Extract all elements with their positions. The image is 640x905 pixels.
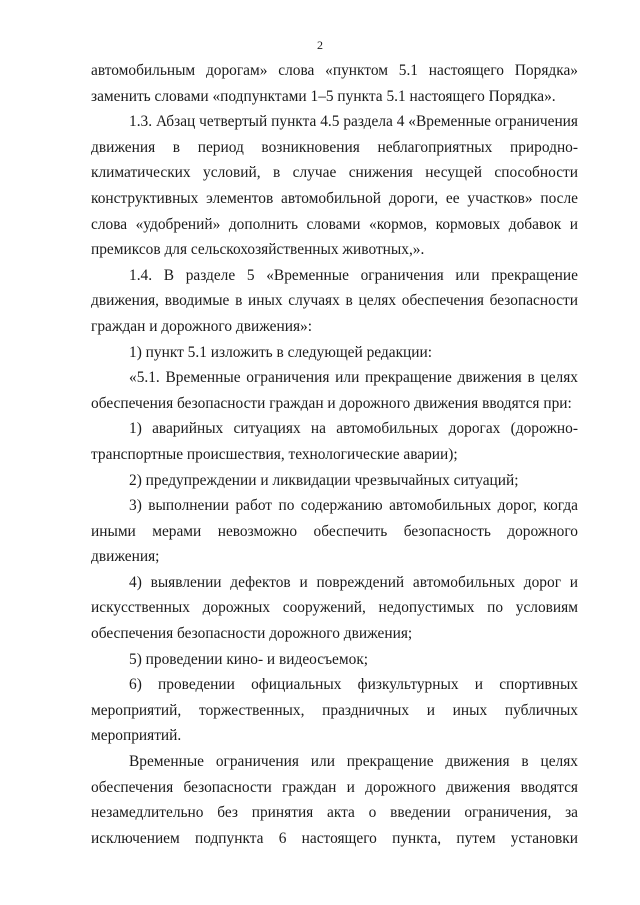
paragraph: 5) проведении кино- и видеосъемок; (129, 650, 369, 668)
page-number: 2 (317, 38, 323, 52)
paragraph: 4) выявлении дефектов и повреждений автомобильных дорог и искусственных дорожных сооружений, недопустимых по условиям обеспечения безопасности дорожного движения; (91, 573, 578, 643)
paragraph: 1) аварийных ситуациях на автомобильных дорогах (дорожно-транспортные происшествия, технологические аварии); (91, 420, 578, 463)
paragraph: Временные ограничения или прекращение движения в целях обеспечения безопасности граждан и дорожного движения вводятся незамедлительно без принятия акта о введении ограничения, за исключением подпункта 6 настоящего пункта, путем установки (91, 753, 578, 847)
paragraph: 6) проведении официальных физкультурных и спортивных мероприятий, торжественных, праздничных и иных публичных мероприятий. (91, 676, 578, 745)
paragraph: автомобильным дорогам» слова «пунктом 5.1 настоящего Порядка» заменить словами «подпунктами 1–5 пункта 5.1 настоящего Порядка». (91, 62, 578, 105)
document-body (91, 58, 578, 851)
paragraph: 3) выполнении работ по содержанию автомобильных дорог, когда иными мерами невозможно обеспечить безопасность дорожного движения; (91, 497, 578, 566)
paragraph: «5.1. Временные ограничения или прекращение движения в целях обеспечения безопасности граждан и дорожного движения вводятся при: (91, 369, 578, 412)
paragraph: 1) пункт 5.1 изложить в следующей редакции: (129, 343, 433, 361)
paragraph: 1.3. Абзац четвертый пункта 4.5 раздела 4 «Временные ограничения движения в период возникновения неблагоприятных природно-климатических условий, в случае снижения несущей способности конструктивных элементов автомобильной дороги, ее участков» после слова «удобрений» дополнить словами «кормов, кормовых добавок и премиксов для сельскохозяйственных животных,». (91, 113, 578, 259)
paragraph: 2) предупреждении и ликвидации чрезвычайных ситуаций; (129, 471, 519, 489)
paragraph: 1.4. В разделе 5 «Временные ограничения или прекращение движения, вводимые в иных случаях в целях обеспечения безопасности граждан и дорожного движения»: (91, 266, 578, 335)
